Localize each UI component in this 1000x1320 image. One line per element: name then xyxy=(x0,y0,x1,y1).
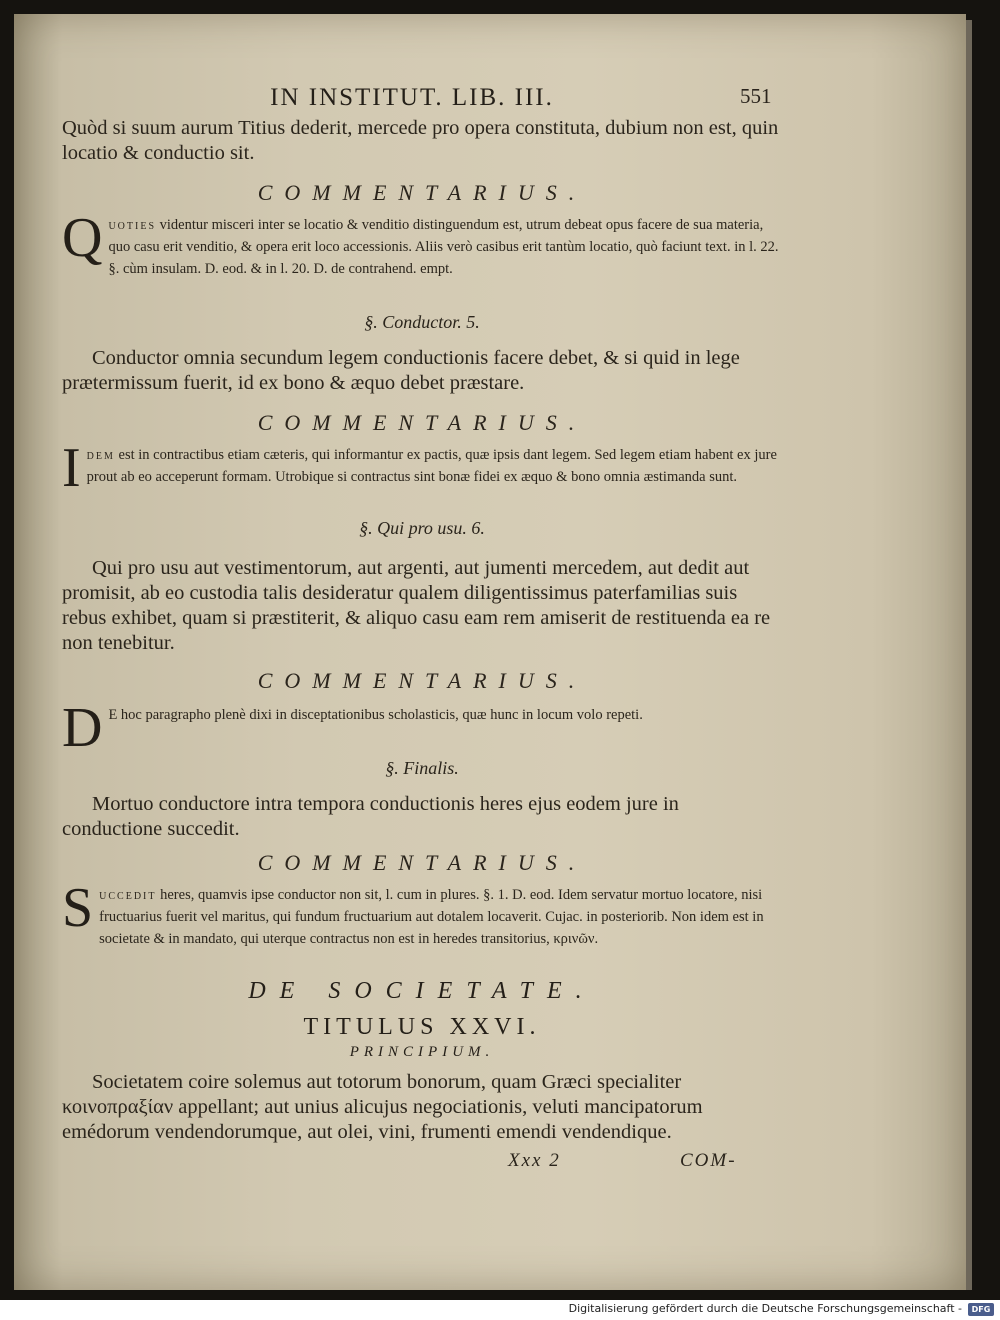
drop-cap: D xyxy=(62,697,103,759)
law-text: Conductor omnia secundum legem conductionis facere debet, & si quid in lege prætermissum fuerit, id ex bono & æquo debet præstare. xyxy=(62,347,740,394)
drop-cap: S xyxy=(62,877,94,939)
signature-mark: Xxx 2 xyxy=(508,1150,561,1171)
commentary-heading-4: COMMENTARIUS. xyxy=(257,850,587,875)
lead-word: uoties xyxy=(108,217,157,233)
section-5-text xyxy=(62,1070,782,1145)
running-head: IN INSTITUT. LIB. III. xyxy=(270,84,554,111)
commentary-text: E hoc paragrapho plenè dixi in disceptationibus scholasticis, quæ hunc in locum volo repeti. xyxy=(108,707,643,723)
commentary-4 xyxy=(62,877,782,950)
commentary-1 xyxy=(62,207,782,280)
drop-cap: I xyxy=(62,437,81,499)
title-de-societate: DE SOCIETATE. xyxy=(248,978,596,1004)
drop-cap: Q xyxy=(62,207,103,269)
commentary-3 xyxy=(62,697,782,759)
law-text: Societatem coire solemus aut totorum bonorum, quam Græci specialiter κοινοπραξίαν appellant; aut unius alicujus negociationis, veluti mancipatorum emédorum vendendorumque, aut olei, vini, frumenti emendi vendendique. xyxy=(62,1071,703,1143)
commentary-heading-1: COMMENTARIUS. xyxy=(257,180,587,205)
law-text: Quòd si suum aurum Titius dederit, mercede pro opera constituta, dubium non est, quin locatio & conductio sit. xyxy=(62,117,779,164)
commentary-text: est in contractibus etiam cæteris, qui informantur ex pactis, quæ ipsis dant legem. Sed legem etiam habent ex jure prout ab eo acceperunt formam. Utrobique si contractus sint bonæ fidei ex æquo & bono omnia æstimanda sunt. xyxy=(86,447,777,485)
section-3-text xyxy=(62,556,782,656)
law-text: Mortuo conductore intra tempora conductionis heres ejus eodem jure in conductione succedit. xyxy=(62,793,679,840)
catchword: COM- xyxy=(680,1150,737,1171)
lead-word: dem xyxy=(86,447,115,463)
section-4-text xyxy=(62,792,782,842)
commentary-heading-3: COMMENTARIUS. xyxy=(257,668,587,693)
page-edge xyxy=(966,20,972,1290)
commentary-heading-2: COMMENTARIUS. xyxy=(257,410,587,435)
law-text: Qui pro usu aut vestimentorum, aut argenti, aut jumenti mercedem, aut dedit aut promisit, ab eo custodia talis desideratur qualem diligentissimus paterfamilias suis rebus exhibet, quam si præstiterit, & aliquo casu eam rem amiserit de restituenda ea re non tenebitur. xyxy=(62,557,771,654)
funding-credit: Digitalisierung gefördert durch die Deutsche Forschungsgemeinschaft - xyxy=(568,1302,962,1315)
section-1-text xyxy=(62,116,782,166)
commentary-text: videntur misceri inter se locatio & venditio distinguendum est, utrum debeat opus facere de sua materia, quo casu erit venditio, & opera erit loco accessionis. Aliis verò casibus erit tantùm locatio, quò faciunt text. in l. 22. §. cùm insulam. D. eod. & in l. 20. D. de contrahend. empt. xyxy=(108,217,779,277)
section-heading-4: §. Finalis. xyxy=(385,758,459,778)
page-number: 551 xyxy=(740,84,772,108)
section-heading-2: §. Conductor. 5. xyxy=(364,312,480,332)
dfg-logo: DFG xyxy=(968,1303,994,1316)
lead-word: uccedit xyxy=(99,887,157,903)
section-2-text xyxy=(62,346,782,396)
title-number: TITULUS XXVI. xyxy=(303,1014,541,1040)
section-heading-3: §. Qui pro usu. 6. xyxy=(359,518,485,538)
commentary-2 xyxy=(62,437,782,499)
commentary-text: heres, quamvis ipse conductor non sit, l. cum in plures. §. 1. D. eod. Idem servatur mortuo locatore, nisi fructuarius fuerit vel maritus, qui fundum fructuarium aut dotalem locaverit. Cujac. in posteriorib. Non idem est in societate & in mandato, qui uterque contractus non est in heredes transitorius, κρινῶν. xyxy=(99,887,764,947)
title-principium: PRINCIPIUM. xyxy=(349,1044,495,1060)
